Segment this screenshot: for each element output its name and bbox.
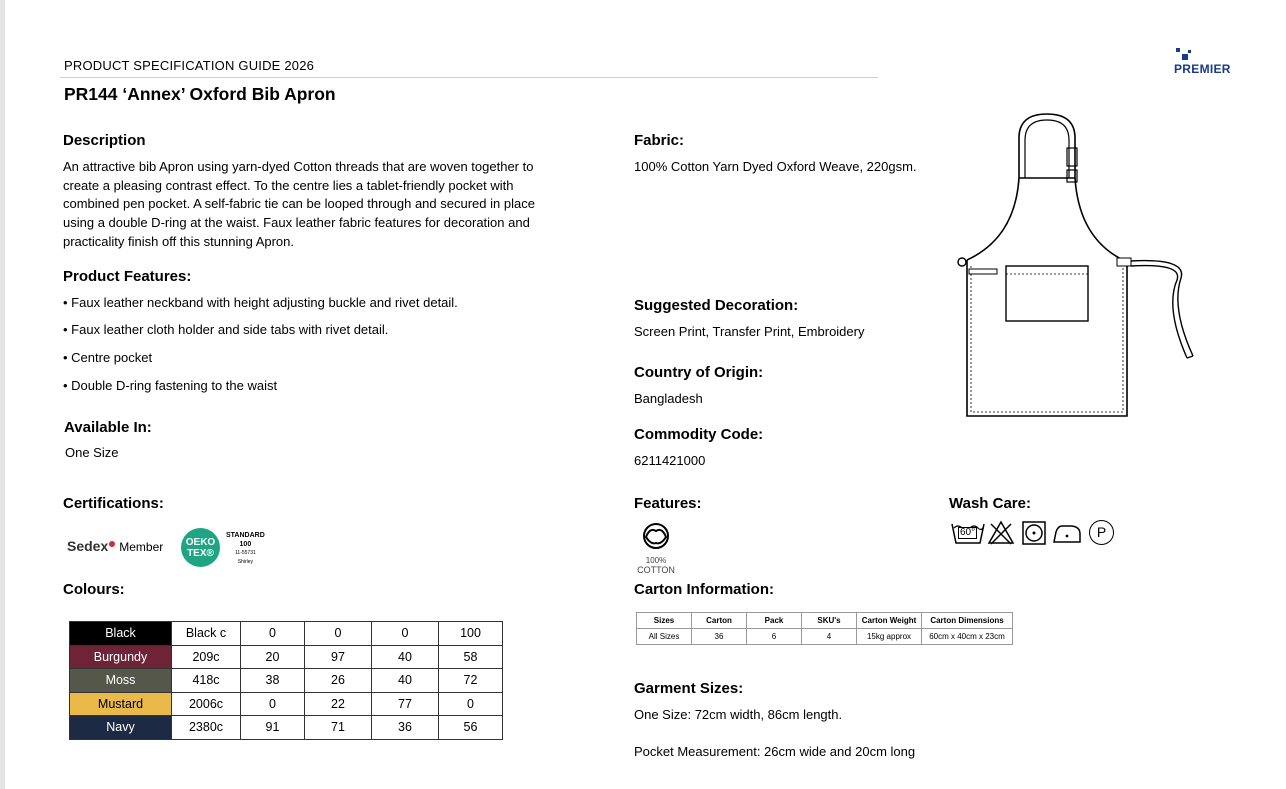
- colours-table: [69, 621, 503, 740]
- cotton-badge: [634, 521, 678, 575]
- colour-value-cell: 2380c: [172, 716, 241, 740]
- description-line: combined pen pocket. A self-fabric tie can be looped through and secured in place: [63, 196, 535, 212]
- wash-60-icon: [951, 520, 985, 551]
- features-heading: Features:: [634, 495, 702, 512]
- description-heading: Description: [63, 132, 146, 149]
- sedex-member-label: Member: [119, 540, 164, 554]
- colours-heading: Colours:: [63, 581, 125, 598]
- cotton-percent: 100%: [645, 556, 667, 565]
- colour-value-cell: 36: [372, 716, 439, 740]
- description-line: An attractive bib Apron using yarn-dyed Cotton threads that are woven together to: [63, 159, 534, 174]
- oeko-tex-logo: [181, 528, 220, 567]
- colour-swatch-cell: Burgundy: [70, 645, 172, 669]
- garment-sizes-heading: Garment Sizes:: [634, 680, 744, 697]
- pocket-measurement-text: Pocket Measurement: 26cm wide and 20cm long: [634, 744, 916, 759]
- origin-heading: Country of Origin:: [634, 364, 764, 381]
- sedex-wordmark: Sedex: [67, 538, 109, 554]
- carton-heading: Carton Information:: [634, 581, 774, 598]
- commodity-value: 6211421000: [634, 453, 706, 468]
- colour-value-cell: 20: [241, 645, 305, 669]
- colour-swatch-cell: Black: [70, 622, 172, 646]
- colour-row: [70, 716, 503, 740]
- iron-icon: [1052, 520, 1082, 546]
- colour-value-cell: 26: [305, 669, 372, 693]
- colour-row: [70, 669, 503, 693]
- standard-code: 11-55731: [235, 550, 256, 556]
- colour-value-cell: 0: [241, 622, 305, 646]
- colour-value-cell: 40: [372, 645, 439, 669]
- carton-cell: All Sizes: [637, 629, 692, 645]
- carton-cell: 60cm x 40cm x 23cm: [922, 629, 1013, 645]
- description-line: create a pleasing contrast effect. To the centre lies a tablet-friendly pocket with: [63, 177, 514, 193]
- colour-value-cell: 77: [372, 692, 439, 716]
- page-edge: [0, 0, 5, 789]
- colour-value-cell: 2006c: [172, 692, 241, 716]
- colour-value-cell: 72: [439, 669, 503, 693]
- description-line: practicality finish off this stunning Apron.: [63, 233, 294, 249]
- colour-value-cell: 100: [439, 622, 503, 646]
- wash-care-heading: Wash Care:: [949, 495, 1031, 512]
- carton-cell: 6: [747, 629, 802, 645]
- carton-cell: 4: [802, 629, 857, 645]
- colour-swatch-cell: Mustard: [70, 692, 172, 716]
- colour-value-cell: 0: [305, 622, 372, 646]
- colour-value-cell: 91: [241, 716, 305, 740]
- colour-row: [70, 622, 503, 646]
- colour-value-cell: 0: [439, 692, 503, 716]
- feature-item: • Faux leather cloth holder and side tabs with rivet detail.: [63, 322, 389, 337]
- carton-header-cell: Sizes: [637, 613, 692, 629]
- description-text: [63, 158, 535, 252]
- carton-header-cell: Pack: [747, 613, 802, 629]
- carton-cell: 15kg approx: [857, 629, 922, 645]
- product-features-heading: Product Features:: [63, 268, 192, 285]
- header-divider: [60, 77, 878, 78]
- carton-table: [636, 612, 1013, 645]
- carton-header-cell: Carton Dimensions: [922, 613, 1013, 629]
- fabric-heading: Fabric:: [634, 132, 685, 149]
- colour-value-cell: 58: [439, 645, 503, 669]
- colour-value-cell: 209c: [172, 645, 241, 669]
- standard-text: STANDARD: [226, 532, 265, 539]
- fabric-value: 100% Cotton Yarn Dyed Oxford Weave, 220gsm.: [634, 159, 917, 174]
- colour-value-cell: 0: [241, 692, 305, 716]
- brand-name: PREMIER: [1174, 62, 1231, 76]
- available-heading: Available In:: [64, 419, 152, 436]
- carton-header-cell: Carton: [692, 613, 747, 629]
- feature-item: • Centre pocket: [63, 350, 153, 365]
- decoration-heading: Suggested Decoration:: [634, 297, 799, 314]
- colour-value-cell: 38: [241, 669, 305, 693]
- carton-header-cell: SKU's: [802, 613, 857, 629]
- standard-institute: Shirley: [237, 558, 254, 565]
- cotton-flower-icon: [637, 521, 675, 551]
- available-value: One Size: [65, 445, 119, 460]
- colour-value-cell: 71: [305, 716, 372, 740]
- origin-value: Bangladesh: [634, 391, 703, 406]
- carton-header-cell: Carton Weight: [857, 613, 922, 629]
- colour-swatch-cell: Navy: [70, 716, 172, 740]
- colour-value-cell: 97: [305, 645, 372, 669]
- colour-value-cell: 22: [305, 692, 372, 716]
- cotton-label: COTTON: [637, 565, 675, 575]
- certifications-heading: Certifications:: [63, 495, 164, 512]
- colour-value-cell: Black c: [172, 622, 241, 646]
- sedex-logo: [67, 538, 163, 554]
- carton-header-row: [637, 613, 1013, 629]
- tumble-dry-icon: [1021, 520, 1047, 546]
- colour-row: [70, 645, 503, 669]
- page-title: PR144 ‘Annex’ Oxford Bib Apron: [64, 84, 336, 104]
- colour-value-cell: 40: [372, 669, 439, 693]
- colour-value-cell: 0: [372, 622, 439, 646]
- decoration-value: Screen Print, Transfer Print, Embroidery: [634, 324, 865, 339]
- tex-text: TEX®: [187, 548, 214, 559]
- feature-item: • Faux leather neckband with height adjusting buckle and rivet detail.: [63, 295, 458, 310]
- one-size-text: One Size: 72cm width, 86cm length.: [634, 707, 843, 722]
- carton-cell: 36: [692, 629, 747, 645]
- commodity-heading: Commodity Code:: [634, 426, 764, 443]
- no-bleach-icon: [987, 520, 1015, 546]
- premier-logo: [1174, 48, 1234, 80]
- apron-illustration: [955, 108, 1205, 423]
- colour-row: [70, 692, 503, 716]
- colour-swatch-cell: Moss: [70, 669, 172, 693]
- description-line: using a double D-ring at the waist. Faux leather fabric features for decoration and: [63, 215, 530, 231]
- wash-temperature: 60°: [960, 527, 976, 538]
- oeko-text: OEKO: [185, 537, 216, 548]
- colour-value-cell: 56: [439, 716, 503, 740]
- carton-data-row: [637, 629, 1013, 645]
- feature-item: • Double D-ring fastening to the waist: [63, 378, 278, 393]
- sedex-dot-icon: [109, 541, 115, 547]
- guide-header: PRODUCT SPECIFICATION GUIDE 2026: [64, 58, 315, 73]
- colour-value-cell: 418c: [172, 669, 241, 693]
- standard-number: 100: [239, 540, 252, 548]
- dry-clean-icon: P: [1089, 520, 1114, 545]
- standard-100-label: [226, 532, 265, 566]
